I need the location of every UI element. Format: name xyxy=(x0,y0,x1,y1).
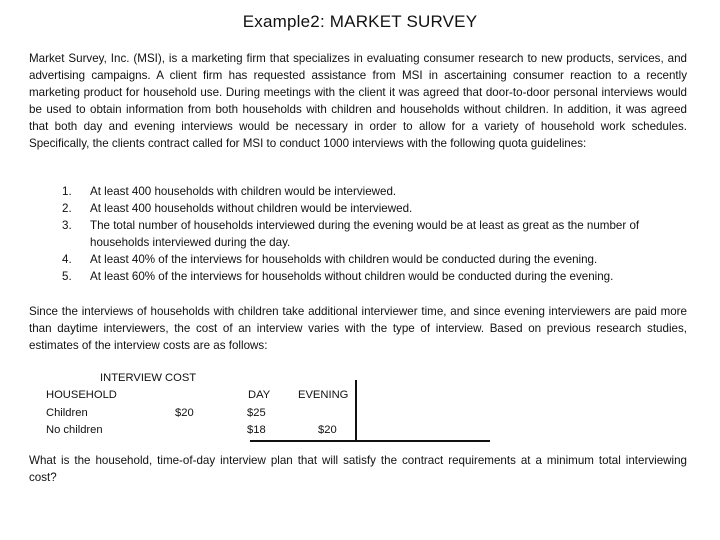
table-horizontal-rule xyxy=(250,440,490,442)
cost-table-caption: INTERVIEW COST xyxy=(100,372,197,384)
list-item-number: 2. xyxy=(62,202,72,215)
day-header: DAY xyxy=(248,389,271,401)
list-item-number: 5. xyxy=(62,270,72,283)
row-no-children-label: No children xyxy=(46,424,103,436)
cost-paragraph: Since the interviews of households with children take additional interviewer time, and since evening interviewers are paid more than daytime interviewers, the cost of an interview varies with the type of interview. Based on previous research studies, estimates of the interview costs are as follows: xyxy=(29,305,687,352)
row-no-children-evening-cost: $20 xyxy=(318,424,337,436)
list-item-number: 4. xyxy=(62,253,72,266)
list-item xyxy=(62,217,690,251)
household-header: HOUSEHOLD xyxy=(46,389,117,401)
row-children-day-cost: $25 xyxy=(247,407,266,419)
list-item xyxy=(62,200,690,217)
table-vertical-rule xyxy=(355,380,357,442)
page-title: Example2: MARKET SURVEY xyxy=(242,12,478,31)
list-item-text: At least 400 households without children would be interviewed. xyxy=(90,202,413,215)
intro-paragraph: Market Survey, Inc. (MSI), is a marketing firm that specializes in evaluating consumer research to new products, services, and advertising campaigns. A client firm has requested assistance from MSI in ascertaining consumer reaction to a recently marketing product for household use. During meetings with the client it was agreed that door-to-door personal interviews would be used to obtain information from both households with children and households without children. In addition, it was agreed that both day and evening interviews would be necessary in order to allow for a variety of household work schedules. Specifically, the clients contract called for MSI to conduct 1000 interviews with the following quota guidelines: xyxy=(29,52,687,150)
list-item-text: At least 400 households with children would be interviewed. xyxy=(90,185,397,198)
list-item-text: At least 60% of the interviews for households without children would be conducted during the evening. xyxy=(90,270,614,283)
question-paragraph: What is the household, time-of-day interview plan that will satisfy the contract requirements at a minimum total interviewing cost? xyxy=(29,454,687,484)
quota-guidelines-list xyxy=(62,183,690,285)
evening-header: EVENING xyxy=(298,389,349,401)
list-item-text: At least 40% of the interviews for households with children would be conducted during the evening. xyxy=(90,253,598,266)
row-no-children-day-cost: $18 xyxy=(247,424,266,436)
list-item xyxy=(62,251,690,268)
row-children-label: Children xyxy=(46,407,88,419)
list-item-text: The total number of households interviewed during the evening would be at least as great as the number of households interviewed during the day. xyxy=(90,219,640,249)
list-item-number: 3. xyxy=(62,219,72,232)
list-item xyxy=(62,268,690,285)
list-item-number: 1. xyxy=(62,185,72,198)
list-item xyxy=(62,183,690,200)
stray-cost-value: $20 xyxy=(175,407,194,419)
